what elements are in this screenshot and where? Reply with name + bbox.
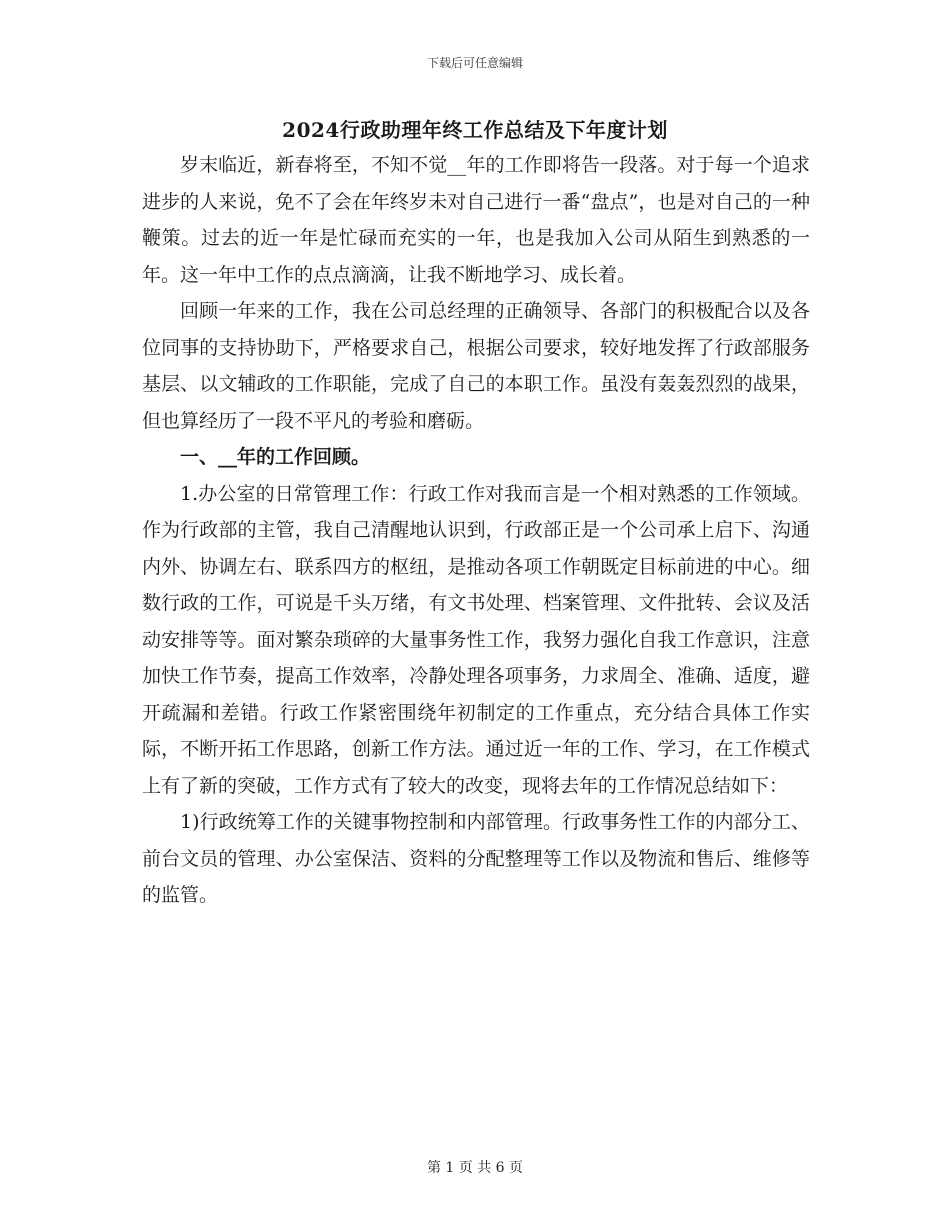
paragraph-coordination: 1)行政统筹工作的关键事物控制和内部管理。行政事务性工作的内部分工、前台文员的管理、办公室保洁、资料的分配整理等工作以及物流和售后、维修等的监管。 xyxy=(142,811,810,906)
document-title: 2024行政助理年终工作总结及下年度计划 xyxy=(282,118,668,142)
document-body xyxy=(142,147,810,914)
header-note: 下载后可任意编辑 xyxy=(426,56,523,70)
paragraph-review: 回顾一年来的工作，我在公司总经理的正确领导、各部门的积极配合以及各位同事的支持协助下，严格要求自己，根据公司要求，较好地发挥了行政部服务基层、以文辅政的工作职能，完成了自己的本职工作。虽没有轰轰烈烈的战果，但也算经历了一段不平凡的考验和磨砺。 xyxy=(142,300,810,432)
paragraph-intro: 岁末临近，新春将至，不知不觉__年的工作即将告一段落。对于每一个追求进步的人来说，免不了会在年终岁未对自己进行一番“盘点”，也是对自己的一种鞭策。过去的近一年是忙碌而充实的一年，也是我加入公司从陌生到熟悉的一年。这一年中工作的点点滴滴，让我不断地学习、成长着。 xyxy=(142,154,810,286)
section-heading: 一、__年的工作回顾。 xyxy=(180,446,371,468)
page-number: 第 1 页 共 6 页 xyxy=(426,1160,524,1176)
paragraph-office-management: 1.办公室的日常管理工作：行政工作对我而言是一个相对熟悉的工作领域。作为行政部的主管，我自己清醒地认识到，行政部正是一个公司承上启下、沟通内外、协调左右、联系四方的枢纽，是推动各项工作朝既定目标前进的中心。细数行政的工作，可说是千头万绪，有文书处理、档案管理、文件批转、会议及活动安排等等。面对繁杂琐碎的大量事务性工作，我努力强化自我工作意识，注意加快工作节奏，提高工作效率，冷静处理各项事务，力求周全、准确、适度，避开疏漏和差错。行政工作紧密围绕年初制定的工作重点，充分结合具体工作实际，不断开拓工作思路，创新工作方法。通过近一年的工作、学习，在工作模式上有了新的突破，工作方式有了较大的改变，现将去年的工作情况总结如下： xyxy=(142,482,810,797)
